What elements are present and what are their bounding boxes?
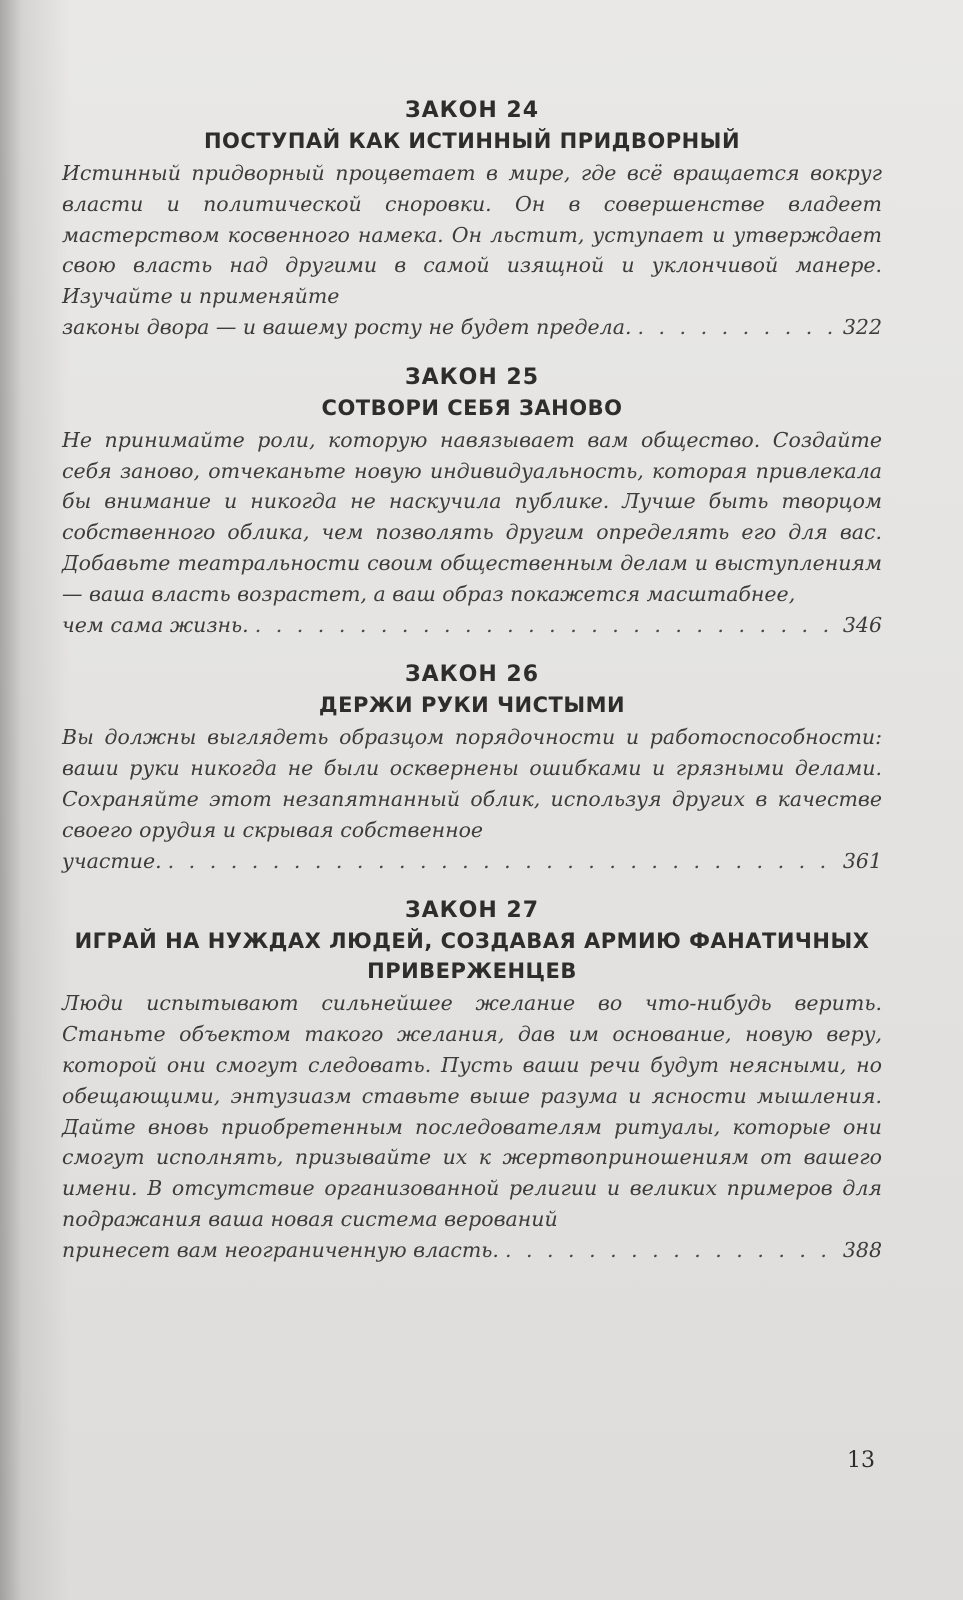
law-number: ЗАКОН 25	[404, 364, 540, 390]
law-entry-26	[62, 660, 882, 876]
law-description: Не принимайте роли, которую навязывает вам общество. Создайте себя заново, отчеканьте новую индивидуальность, которая привлекала бы внимание и никогда не наскучила публике. Лучше быть творцом собственного облика, чем позволять другим определять его для вас. Добавьте театральности своим общественным делам и выступлениям — ваша власть возрастет, а ваш образ покажется масштабнее,	[62, 427, 882, 606]
law-title: СОТВОРИ СЕБЯ ЗАНОВО	[321, 395, 623, 420]
toc-leader-line	[62, 1235, 882, 1266]
law-description: Вы должны выглядеть образцом порядочности и работоспособности: ваши руки никогда не были осквернены ошибками и грязными делами. Сохраняйте этот незапятнанный облик, используя других в качестве своего орудия и скрывая собственное	[62, 725, 882, 842]
law-description-end: принесет вам неограниченную власть.	[62, 1237, 499, 1262]
page-number: 13	[847, 1448, 875, 1473]
law-title: ИГРАЙ НА НУЖДАХ ЛЮДЕЙ, СОЗДАВАЯ АРМИЮ ФАНАТИЧНЫХ ПРИВЕРЖЕНЦЕВ	[74, 929, 870, 984]
law-number: ЗАКОН 27	[404, 898, 540, 924]
law-title: ПОСТУПАЙ КАК ИСТИННЫЙ ПРИДВОРНЫЙ	[203, 129, 741, 153]
law-entry-24	[62, 96, 882, 343]
law-number: ЗАКОН 24	[404, 98, 540, 123]
toc-leader-line	[62, 846, 882, 877]
dot-leader	[255, 610, 837, 641]
page-reference: 322	[842, 314, 882, 339]
page-reference: 361	[842, 848, 882, 873]
law-description: Люди испытывают сильнейшее желание во что-нибудь верить. Станьте объектом такого желания, дав им основание, новую веру, которой они смогут следовать. Пусть ваши речи будут неясными, но обещающими, энтузиазм ставьте выше разума и ясности мышления. Дайте вновь приобретенным последователям ритуалы, которые они смогут исполнять, призывайте их к жертвоприношениям от вашего имени. В отсутствие организованной религии и великих примеров для подражания ваша новая система верований	[62, 991, 882, 1231]
toc-leader-line	[62, 610, 882, 641]
dot-leader	[637, 312, 836, 343]
law-description-end: участие.	[62, 848, 162, 873]
page-reference: 388	[842, 1237, 882, 1262]
law-title: ДЕРЖИ РУКИ ЧИСТЫМИ	[318, 693, 626, 718]
dot-leader	[505, 1235, 837, 1266]
law-entry-25	[62, 363, 882, 641]
law-entry-27	[62, 896, 882, 1265]
dot-leader	[168, 846, 837, 877]
law-description-end: законы двора — и вашему росту не будет предела.	[62, 314, 632, 339]
table-of-contents	[62, 96, 882, 1286]
law-number: ЗАКОН 26	[404, 662, 540, 688]
law-description-end: чем сама жизнь.	[62, 612, 249, 637]
law-description: Истинный придворный процветает в мире, где всё вращается вокруг власти и политической сноровки. Он в совершенстве владеет мастерством косвенного намека. Он льстит, уступает и утверждает свою власть над другими в самой изящной и уклончивой манере. Изучайте и применяйте	[62, 161, 882, 309]
page-reference: 346	[842, 612, 882, 637]
toc-leader-line	[62, 312, 882, 343]
